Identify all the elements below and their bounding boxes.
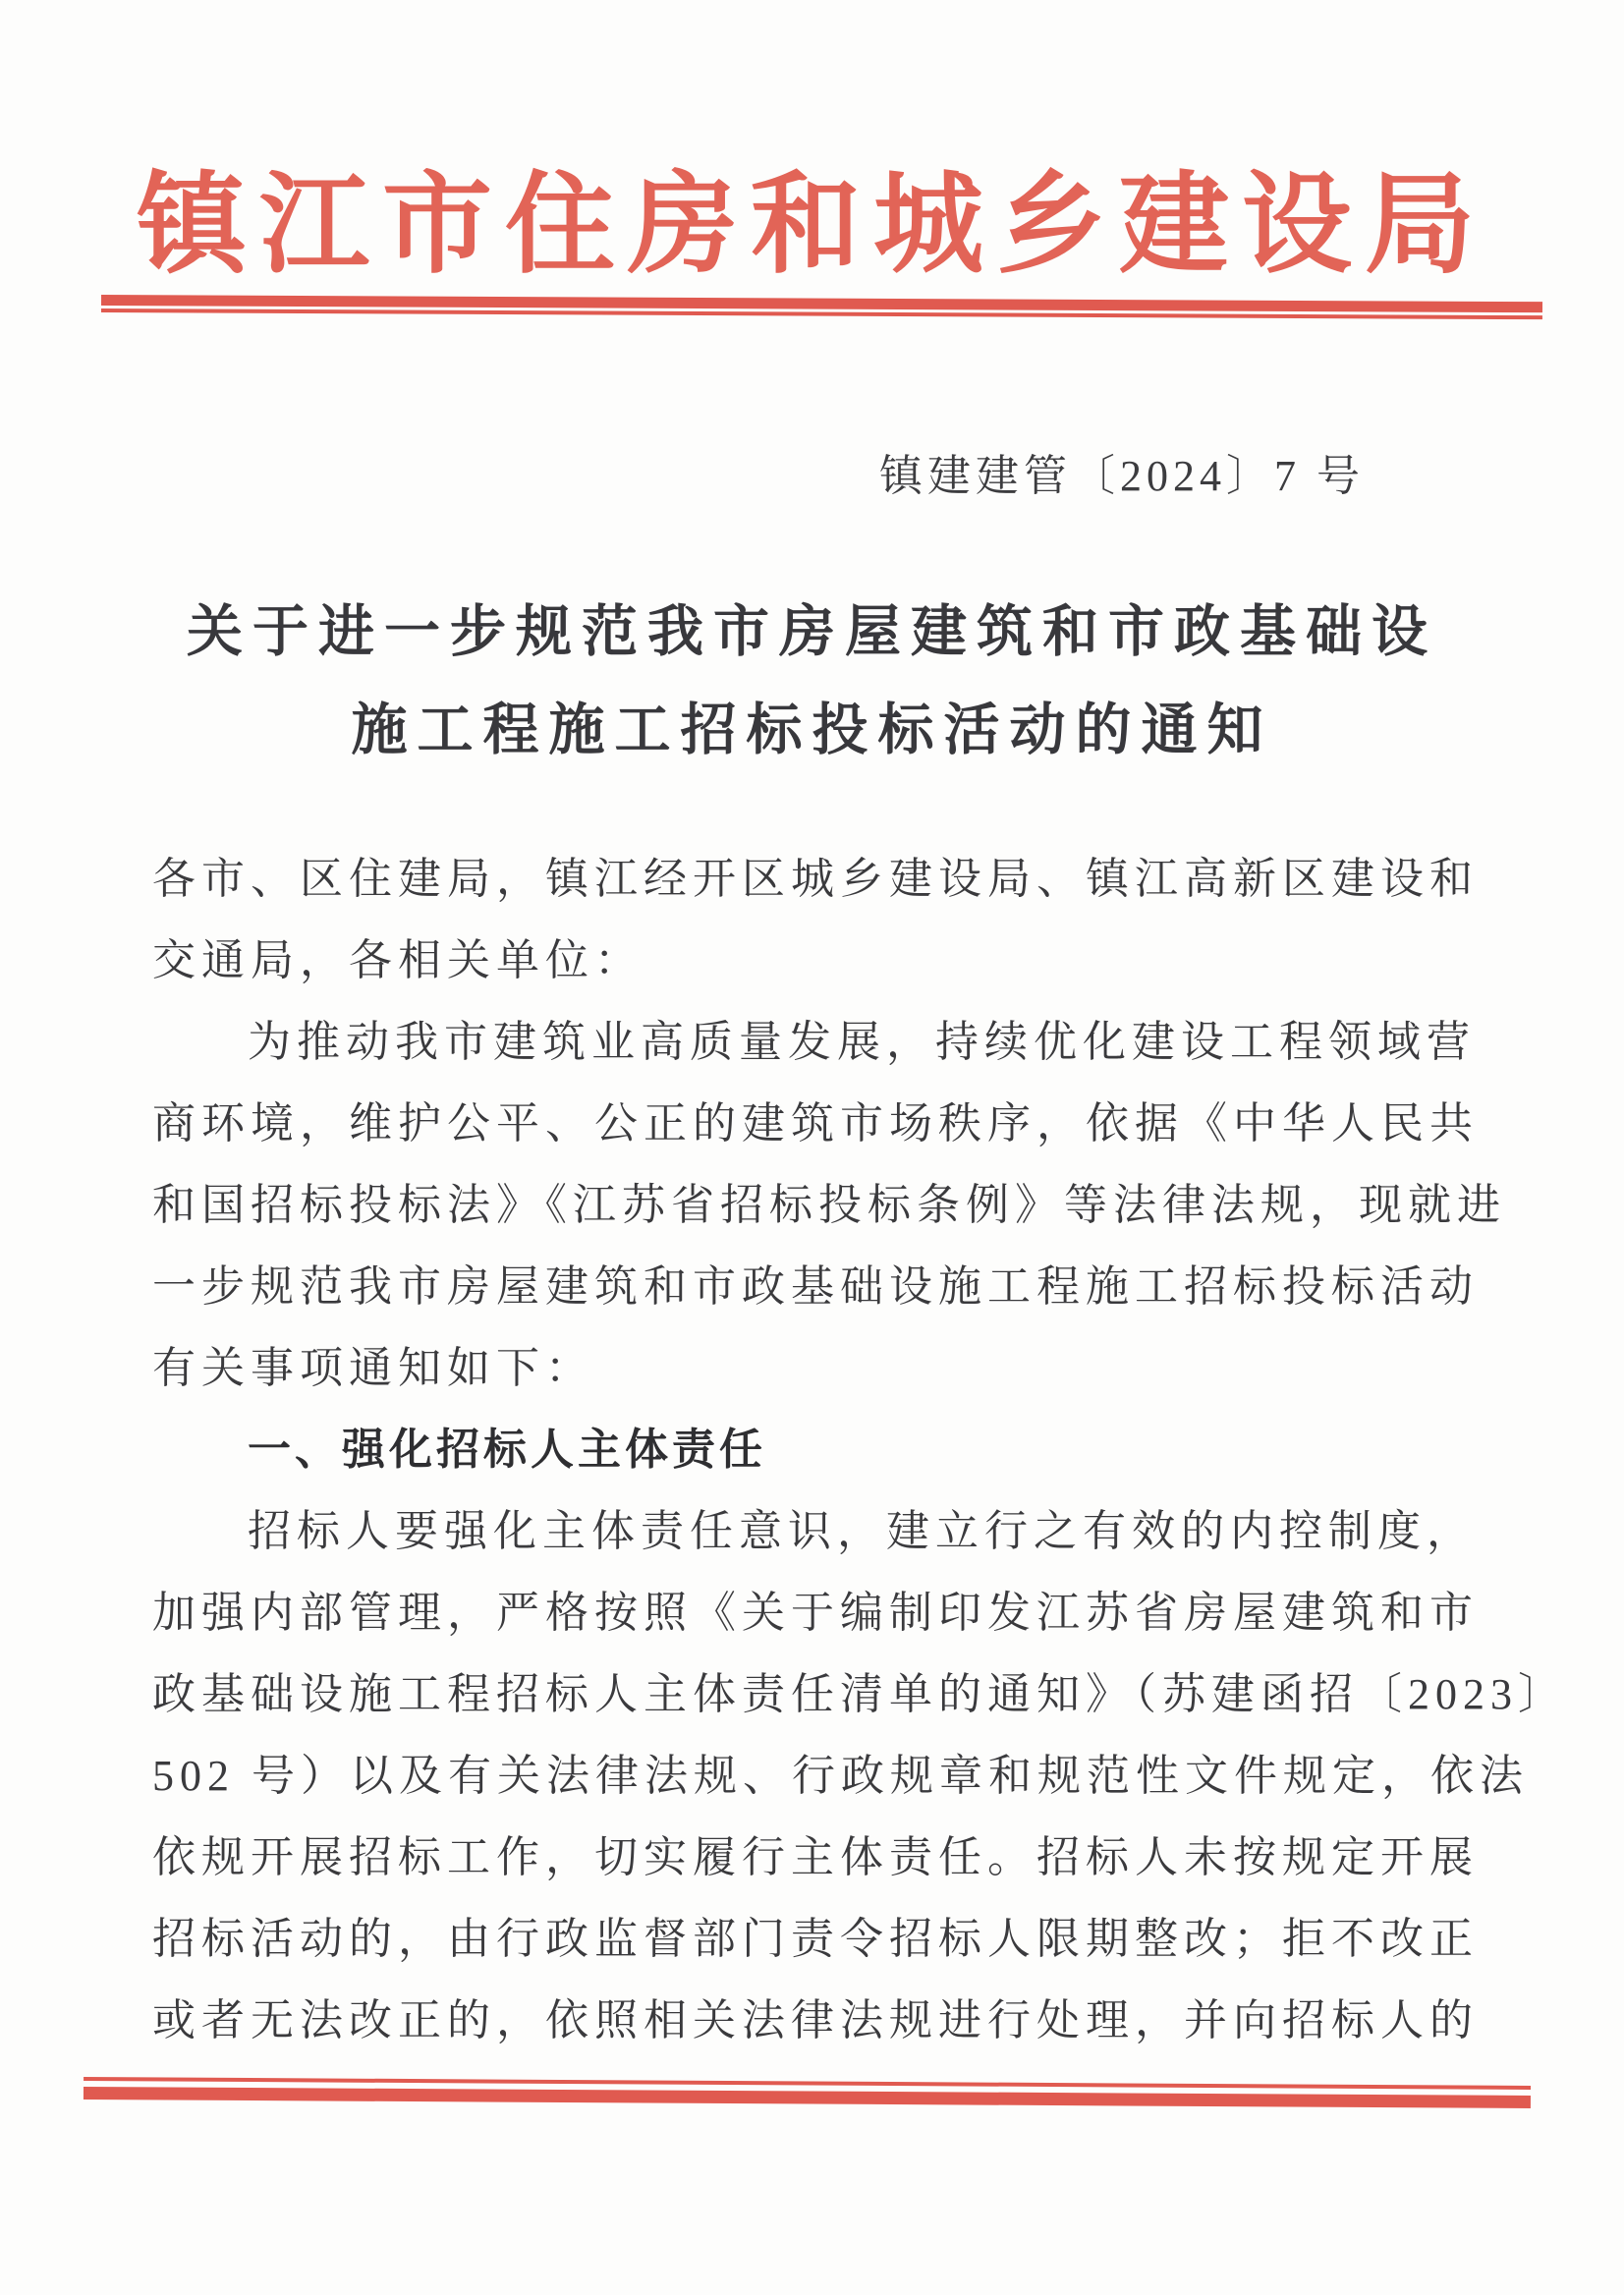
- footer-separator-thick-line: [84, 2087, 1531, 2108]
- body-line: 为推动我市建筑业高质量发展，持续优化建设工程领域营: [248, 1018, 1476, 1066]
- body-line: 一步规范我市房屋建筑和市政基础设施工程施工招标投标活动: [152, 1262, 1479, 1311]
- body-line: 加强内部管理，严格按照《关于编制印发江苏省房屋建筑和市: [152, 1589, 1479, 1637]
- document-title: [0, 584, 1624, 780]
- footer-separator: [84, 2077, 1531, 2108]
- body-line: 招标人要强化主体责任意识，建立行之有效的内控制度，: [248, 1507, 1476, 1555]
- body-line: 或者无法改正的，依照相关法律法规进行处理，并向招标人的: [152, 1996, 1479, 2044]
- body-line: 有关事项通知如下：: [152, 1344, 594, 1392]
- document-number: 镇建建管〔2024〕7 号: [879, 452, 1365, 500]
- body-line: 502 号）以及有关法律法规、行政规章和规范性文件规定，依法: [152, 1752, 1529, 1800]
- body-line: 和国招标投标法》《江苏省招标投标条例》等法律法规，现就进: [152, 1181, 1506, 1229]
- body-line: 政基础设施工程招标人主体责任清单的通知》（苏建函招〔2023〕: [152, 1670, 1567, 1718]
- body-line: 交通局，各相关单位：: [152, 936, 644, 984]
- body-line: 商环境，维护公平、公正的建筑市场秩序，依据《中华人民共: [152, 1099, 1479, 1148]
- document-title-line-2: 施工程施工招标投标活动的通知: [351, 700, 1273, 761]
- letterhead-org-name: 镇江市住房和城乡建设局: [137, 165, 1487, 287]
- document-title-line-1: 关于进一步规范我市房屋建筑和市政基础设: [187, 601, 1437, 663]
- body-line: 依规开展招标工作，切实履行主体责任。招标人未按规定开展: [152, 1833, 1479, 1881]
- letterhead-separator: [101, 295, 1542, 319]
- body-line: 招标活动的，由行政监督部门责令招标人限期整改；拒不改正: [152, 1915, 1479, 1963]
- body-section-heading: 一、强化招标人主体责任: [248, 1426, 766, 1474]
- body-line: 各市、区住建局，镇江经开区城乡建设局、镇江高新区建设和: [152, 855, 1479, 903]
- document-body: [152, 838, 1567, 2061]
